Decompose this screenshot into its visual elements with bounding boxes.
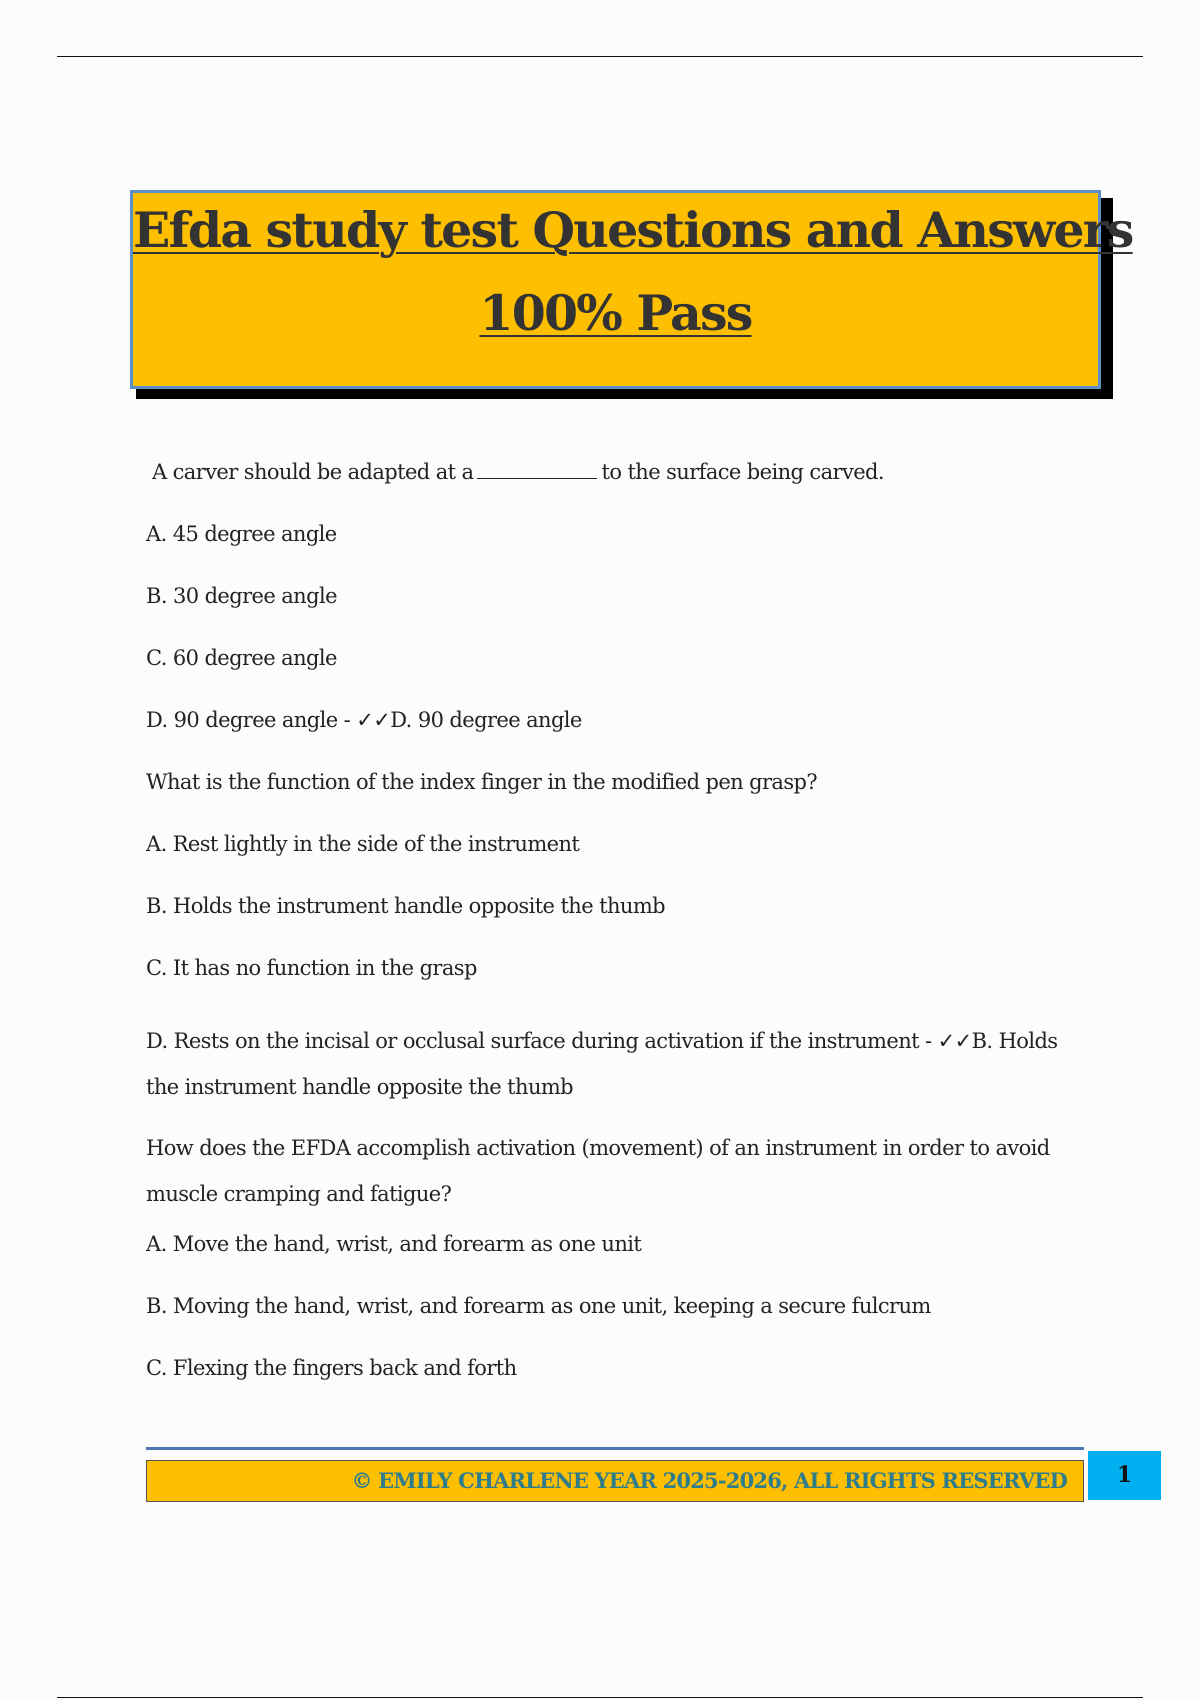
question-3-option-c: C. Flexing the fingers back and forth (146, 1356, 517, 1380)
question-list (146, 460, 1086, 1418)
question-1-option-d-answer: D. 90 degree angle - ✓✓D. 90 degree angle (146, 708, 582, 732)
document-subtitle: 100% Pass (479, 284, 752, 342)
question-2-option-d-answer: D. Rests on the incisal or occlusal surface during activation if the instrument - ✓✓B. Holds the instrument handle opposite the thumb (146, 1029, 1058, 1099)
fill-in-blank (477, 460, 597, 479)
question-1-option-b: B. 30 degree angle (146, 584, 337, 608)
question-1-stem (146, 460, 1086, 485)
question-2-option-b: B. Holds the instrument handle opposite the thumb (146, 894, 665, 918)
question-1-stem-before: A carver should be adapted at a (152, 460, 474, 484)
page-number-badge: 1 (1088, 1451, 1161, 1500)
question-3-stem: How does the EFDA accomplish activation (movement) of an instrument in order to avoid muscle cramping and fatigue? (146, 1136, 1050, 1206)
question-1-option-a: A. 45 degree angle (146, 522, 337, 546)
question-2-option-a: A. Rest lightly in the side of the instrument (146, 832, 580, 856)
document-title: Efda study test Questions and Answers (133, 201, 1133, 259)
question-1-stem-after: to the surface being carved. (601, 460, 884, 484)
bottom-rule (57, 1697, 1143, 1698)
question-3-option-a: A. Move the hand, wrist, and forearm as one unit (146, 1232, 642, 1256)
question-3-option-b: B. Moving the hand, wrist, and forearm as one unit, keeping a secure fulcrum (146, 1294, 931, 1318)
top-rule (57, 56, 1143, 57)
footer-rule (146, 1447, 1084, 1450)
question-2-stem: What is the function of the index finger in the modified pen grasp? (146, 770, 818, 794)
title-banner (130, 190, 1133, 389)
question-2-option-c: C. It has no function in the grasp (146, 956, 477, 980)
question-1-option-c: C. 60 degree angle (146, 646, 337, 670)
footer-copyright: © EMILY CHARLENE YEAR 2025-2026, ALL RIGHTS RESERVED (146, 1460, 1084, 1502)
